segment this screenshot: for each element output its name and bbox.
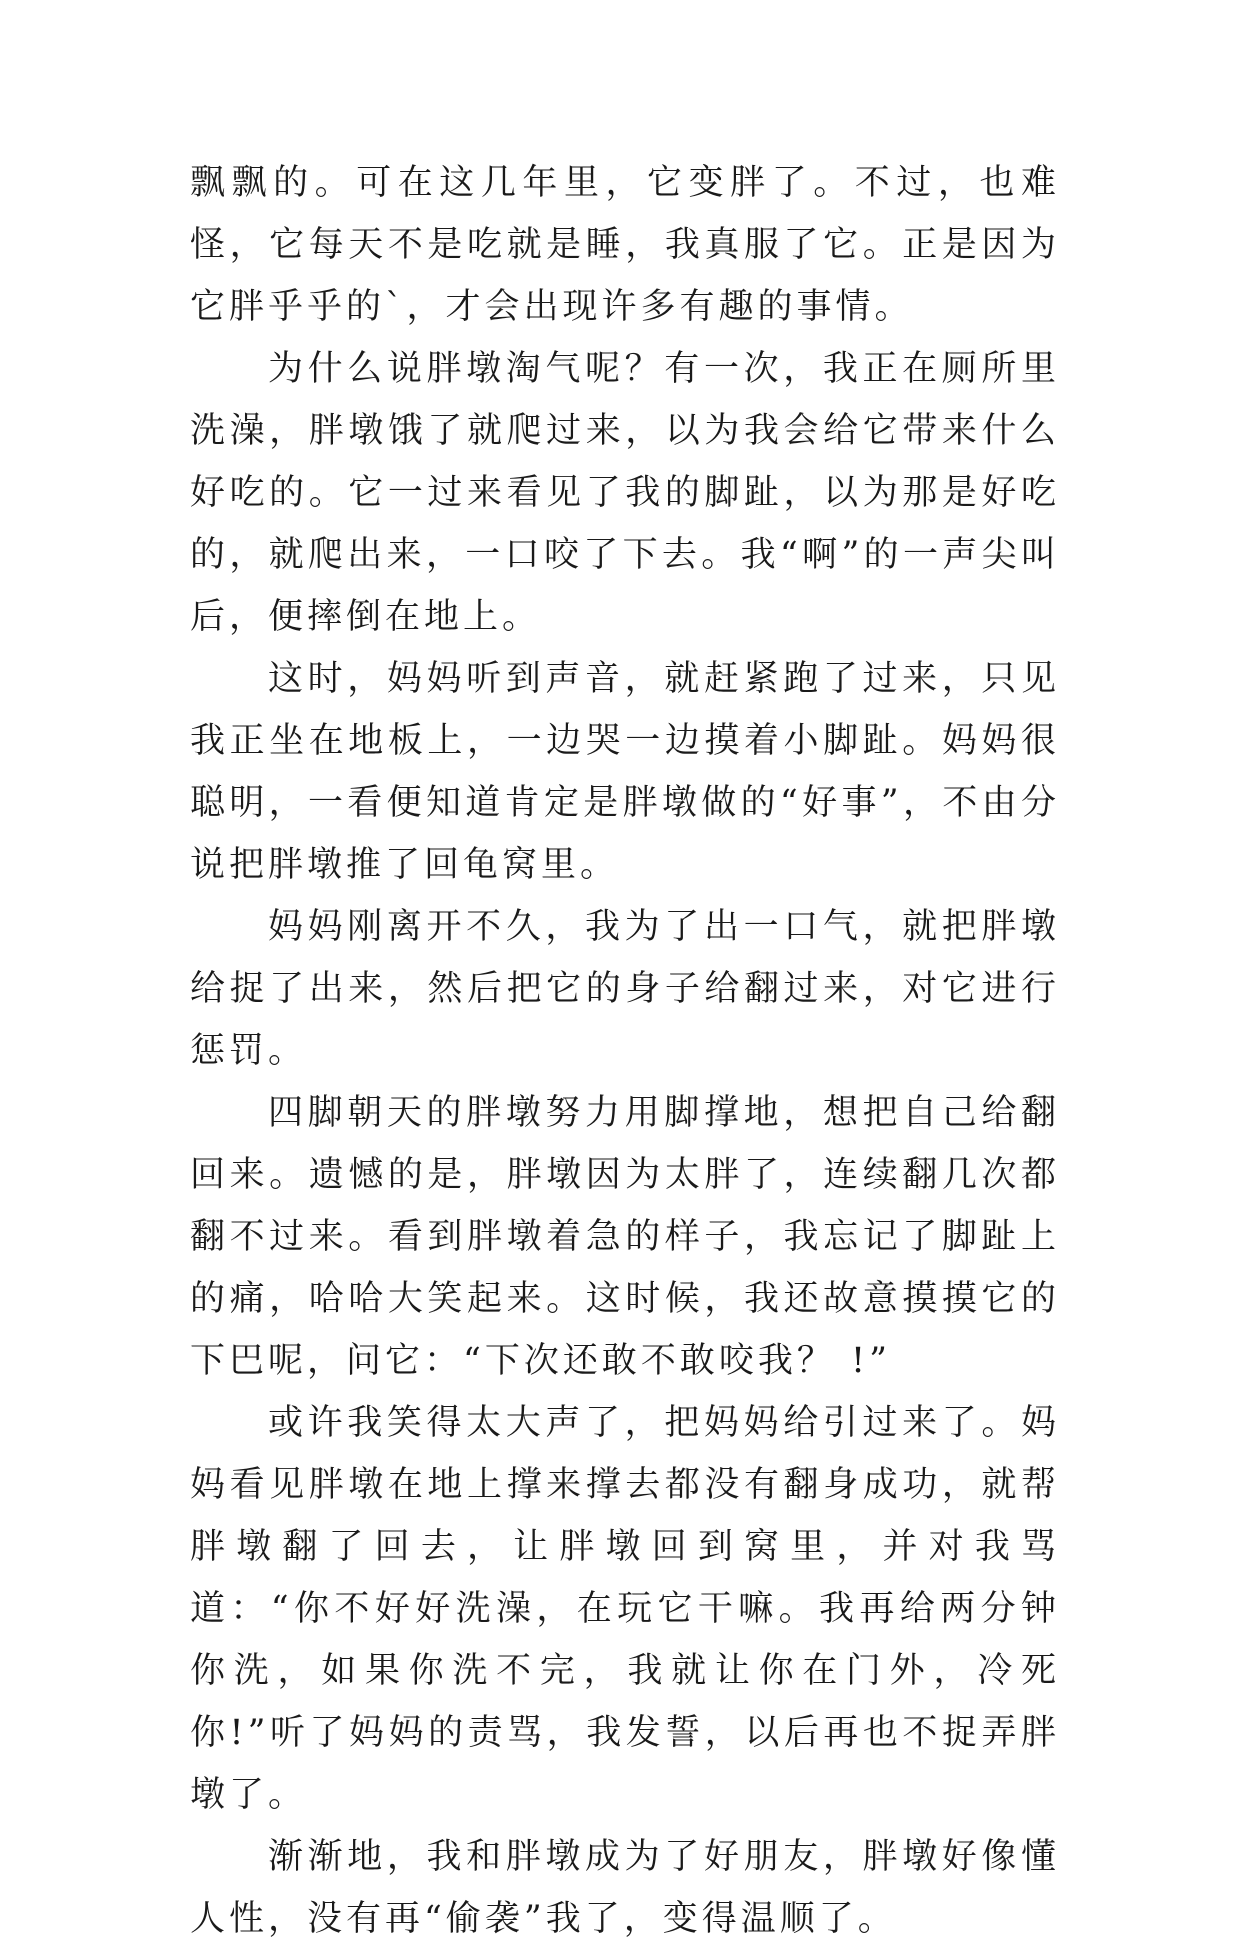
- paragraph-3: 这时，妈妈听到声音，就赶紧跑了过来，只见我正坐在地板上，一边哭一边摸着小脚趾。妈妈很聪明，一看便知道肯定是胖墩做的“好事”，不由分说把胖墩推了回龟窝里。: [190, 659, 1060, 885]
- paragraph-2: 为什么说胖墩淘气呢？有一次，我正在厕所里洗澡，胖墩饿了就爬过来，以为我会给它带来什么好吃的。它一过来看见了我的脚趾，以为那是好吃的，就爬出来，一口咬了下去。我“啊”的一声尖叫后，便摔倒在地上。: [190, 349, 1060, 637]
- paragraph-4: 妈妈刚离开不久，我为了出一口气，就把胖墩给捉了出来，然后把它的身子给翻过来，对它进行惩罚。: [190, 907, 1060, 1071]
- paragraph-5: 四脚朝天的胖墩努力用脚撑地，想把自己给翻回来。遗憾的是，胖墩因为太胖了，连续翻几次都翻不过来。看到胖墩着急的样子，我忘记了脚趾上的痛，哈哈大笑起来。这时候，我还故意摸摸它的下巴呢，问它：“下次还敢不敢咬我？ !”: [190, 1093, 1060, 1381]
- paragraph-6: 或许我笑得太大声了，把妈妈给引过来了。妈妈看见胖墩在地上撑来撑去都没有翻身成功，就帮胖墩翻了回去，让胖墩回到窝里，并对我骂道：“你不好好洗澡，在玩它干嘛。我再给两分钟你洗，如果你洗不完，我就让你在门外，冷死你!”听了妈妈的责骂，我发誓，以后再也不捉弄胖墩了。: [190, 1403, 1060, 1815]
- paragraph-1: 飘飘的。可在这几年里，它变胖了。不过，也难怪，它每天不是吃就是睡，我真服了它。正是因为它胖乎乎的`，才会出现许多有趣的事情。: [190, 163, 1060, 327]
- essay-body: [190, 152, 1060, 1950]
- paragraph-7: 渐渐地，我和胖墩成为了好朋友，胖墩好像懂人性，没有再“偷袭”我了，变得温顺了。: [190, 1837, 1060, 1939]
